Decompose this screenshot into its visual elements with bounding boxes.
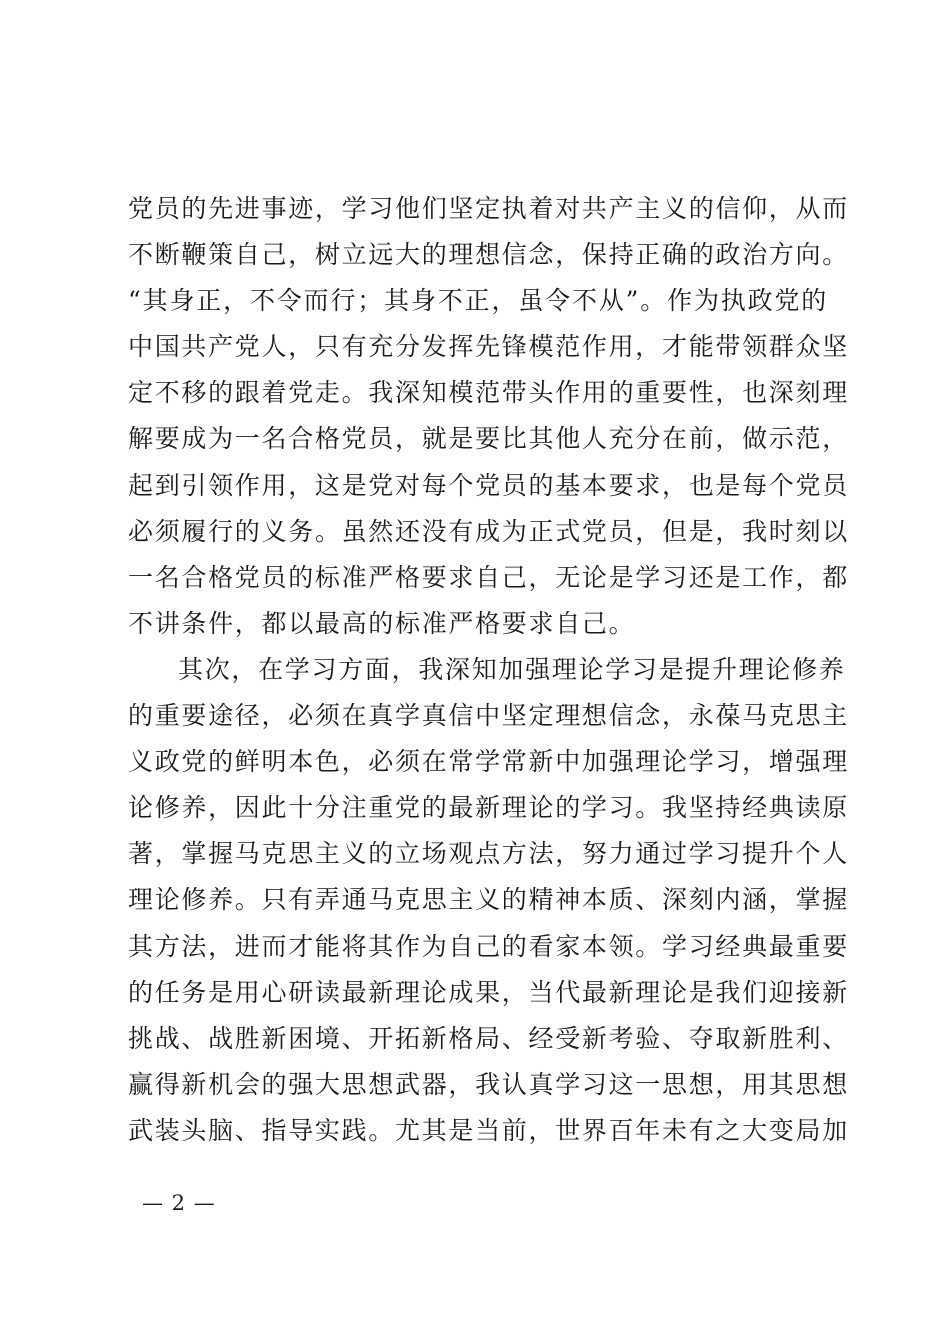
text-line: 的重要途径，必须在真学真信中坚定理想信念，永葆马克思主: [128, 701, 849, 731]
page-number: — 2 —: [142, 1191, 216, 1215]
text-line: 其方法，进而才能将其作为自己的看家本领。学习经典最重要: [128, 931, 849, 961]
text-line: 解要成为一名合格党员，就是要比其他人充分在前，做示范，: [128, 424, 849, 454]
text-line: 理论修养。只有弄通马克思主义的精神本质、深刻内涵，掌握: [128, 885, 849, 915]
text-line: 武装头脑、指导实践。尤其是当前，世界百年未有之大变局加: [128, 1115, 849, 1145]
text-line: 的任务是用心研读最新理论成果，当代最新理论是我们迎接新: [128, 977, 849, 1007]
text-line: 不断鞭策自己，树立远大的理想信念，保持正确的政治方向。: [128, 240, 849, 270]
text-line: 著，掌握马克思主义的立场观点方法，努力通过学习提升个人: [128, 839, 849, 869]
text-line: 中国共产党人，只有充分发挥先锋模范作用，才能带领群众坚: [128, 332, 849, 362]
text-line: 定不移的跟着党走。我深知模范带头作用的重要性，也深刻理: [128, 378, 849, 408]
text-line: 赢得新机会的强大思想武器，我认真学习这一思想，用其思想: [128, 1069, 849, 1099]
text-line: 挑战、战胜新困境、开拓新格局、经受新考验、夺取新胜利、: [128, 1023, 849, 1053]
text-line: 论修养，因此十分注重党的最新理论的学习。我坚持经典读原: [128, 793, 849, 823]
text-line: 义政党的鲜明本色，必须在常学常新中加强理论学习，增强理: [128, 747, 849, 777]
body-text: [128, 186, 849, 1154]
text-line: 起到引领作用，这是党对每个党员的基本要求，也是每个党员: [128, 470, 849, 500]
text-line: 必须履行的义务。虽然还没有成为正式党员，但是，我时刻以: [128, 516, 849, 546]
text-line: “其身正，不令而行；其身不正，虽令不从”。作为执政党的: [128, 286, 828, 316]
paragraph-last-line: 不讲条件，都以最高的标准严格要求自己。: [128, 608, 636, 638]
text-line: 一名合格党员的标准严格要求自己，无论是学习还是工作，都: [128, 562, 849, 592]
paragraph-first-line: 其次，在学习方面，我深知加强理论学习是提升理论修养: [178, 654, 846, 684]
text-line: 党员的先进事迹，学习他们坚定执着对共产主义的信仰，从而: [128, 194, 849, 223]
